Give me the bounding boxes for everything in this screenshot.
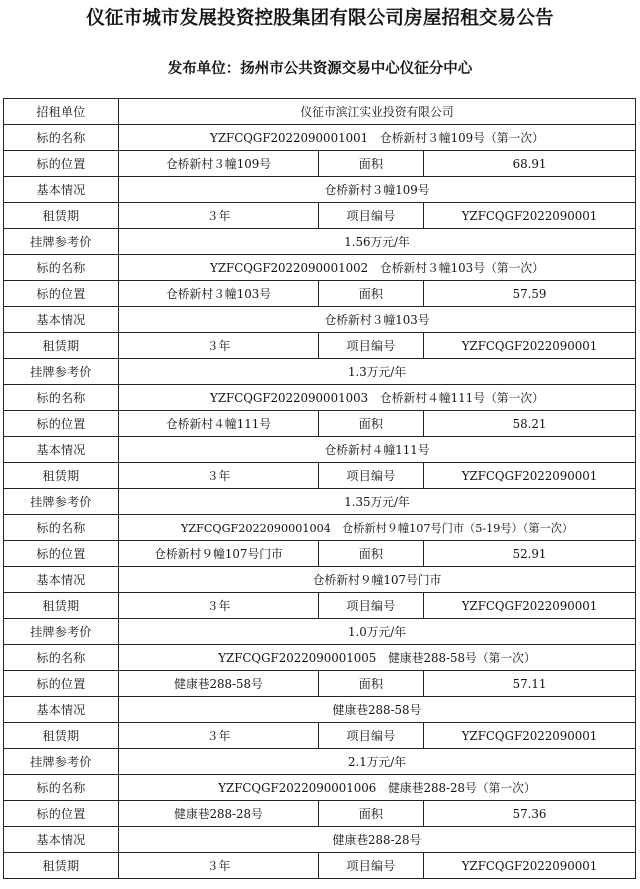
table-row [4, 619, 636, 645]
item-name: YZFCQGF2022090001003 仓桥新村４幢111号（第一次） [119, 385, 636, 411]
item-area: 57.11 [424, 671, 636, 697]
location-label: 标的位置 [4, 151, 119, 177]
item-area: 68.91 [424, 151, 636, 177]
location-label: 标的位置 [4, 411, 119, 437]
name-label: 标的名称 [4, 775, 119, 801]
item-price: 2.1万元/年 [119, 749, 636, 775]
table-row [4, 463, 636, 489]
item-project-no: YZFCQGF2022090001 [424, 463, 636, 489]
table-row [4, 151, 636, 177]
name-label: 标的名称 [4, 645, 119, 671]
price-label: 挂牌参考价 [4, 359, 119, 385]
item-location: 仓桥新村３幢109号 [119, 151, 319, 177]
term-label: 租赁期 [4, 463, 119, 489]
item-project-no: YZFCQGF2022090001 [424, 333, 636, 359]
name-label: 标的名称 [4, 515, 119, 541]
term-label: 租赁期 [4, 593, 119, 619]
table-row [4, 281, 636, 307]
table-row [4, 125, 636, 151]
basic-label: 基本情况 [4, 437, 119, 463]
page-title: 仪征市城市发展投资控股集团有限公司房屋招租交易公告 [86, 8, 554, 29]
table-row [4, 775, 636, 801]
item-location: 仓桥新村４幢111号 [119, 411, 319, 437]
item-name: YZFCQGF2022090001001 仓桥新村３幢109号（第一次） [119, 125, 636, 151]
area-label: 面积 [319, 801, 424, 827]
basic-label: 基本情况 [4, 827, 119, 853]
item-name: YZFCQGF2022090001002 仓桥新村３幢103号（第一次） [119, 255, 636, 281]
basic-label: 基本情况 [4, 697, 119, 723]
term-label: 租赁期 [4, 333, 119, 359]
table-row [4, 853, 636, 879]
table-row [4, 541, 636, 567]
item-location: 健康巷288-28号 [119, 801, 319, 827]
price-label: 挂牌参考价 [4, 619, 119, 645]
term-label: 租赁期 [4, 723, 119, 749]
item-name: YZFCQGF2022090001006 健康巷288-28号（第一次） [119, 775, 636, 801]
area-label: 面积 [319, 281, 424, 307]
item-area: 52.91 [424, 541, 636, 567]
project-no-label: 项目编号 [319, 853, 424, 879]
area-label: 面积 [319, 541, 424, 567]
table-row [4, 411, 636, 437]
table-row [4, 515, 636, 541]
item-name: YZFCQGF2022090001005 健康巷288-58号（第一次） [119, 645, 636, 671]
project-no-label: 项目编号 [319, 203, 424, 229]
item-term: ３年 [119, 593, 319, 619]
term-label: 租赁期 [4, 853, 119, 879]
location-label: 标的位置 [4, 541, 119, 567]
price-label: 挂牌参考价 [4, 229, 119, 255]
table-row [4, 307, 636, 333]
project-no-label: 项目编号 [319, 463, 424, 489]
item-basic: 健康巷288-58号 [119, 697, 636, 723]
location-label: 标的位置 [4, 281, 119, 307]
table-row [4, 255, 636, 281]
item-location: 仓桥新村３幢103号 [119, 281, 319, 307]
lease-table [3, 98, 636, 879]
item-name: YZFCQGF2022090001004 仓桥新村９幢107号门市（5-19号）（第一次） [119, 515, 636, 541]
basic-label: 基本情况 [4, 177, 119, 203]
area-label: 面积 [319, 411, 424, 437]
item-project-no: YZFCQGF2022090001 [424, 723, 636, 749]
area-label: 面积 [319, 151, 424, 177]
table-row [4, 671, 636, 697]
lessor-value: 仪征市滨江实业投资有限公司 [119, 99, 636, 125]
table-row [4, 177, 636, 203]
price-label: 挂牌参考价 [4, 489, 119, 515]
table-row [4, 593, 636, 619]
location-label: 标的位置 [4, 671, 119, 697]
name-label: 标的名称 [4, 255, 119, 281]
item-price: 1.56万元/年 [119, 229, 636, 255]
table-row [4, 645, 636, 671]
table-row [4, 827, 636, 853]
item-price: 1.3万元/年 [119, 359, 636, 385]
table-row [4, 99, 636, 125]
table-row [4, 333, 636, 359]
item-area: 57.59 [424, 281, 636, 307]
item-basic: 仓桥新村３幢103号 [119, 307, 636, 333]
basic-label: 基本情况 [4, 307, 119, 333]
table-row [4, 697, 636, 723]
item-basic: 健康巷288-28号 [119, 827, 636, 853]
item-area: 58.21 [424, 411, 636, 437]
item-basic: 仓桥新村４幢111号 [119, 437, 636, 463]
table-row [4, 489, 636, 515]
table-row [4, 203, 636, 229]
name-label: 标的名称 [4, 125, 119, 151]
item-term: ３年 [119, 333, 319, 359]
item-term: ３年 [119, 463, 319, 489]
item-area: 57.36 [424, 801, 636, 827]
item-project-no: YZFCQGF2022090001 [424, 203, 636, 229]
project-no-label: 项目编号 [319, 593, 424, 619]
item-basic: 仓桥新村３幢109号 [119, 177, 636, 203]
item-basic: 仓桥新村９幢107号门市 [119, 567, 636, 593]
publisher-line: 发布单位：扬州市公共资源交易中心仪征分中心 [167, 61, 473, 77]
table-row [4, 229, 636, 255]
item-project-no: YZFCQGF2022090001 [424, 593, 636, 619]
item-location: 仓桥新村９幢107号门市 [119, 541, 319, 567]
basic-label: 基本情况 [4, 567, 119, 593]
term-label: 租赁期 [4, 203, 119, 229]
project-no-label: 项目编号 [319, 723, 424, 749]
item-location: 健康巷288-58号 [119, 671, 319, 697]
table-row [4, 437, 636, 463]
item-term: ３年 [119, 853, 319, 879]
item-price: 1.35万元/年 [119, 489, 636, 515]
table-row [4, 749, 636, 775]
item-project-no: YZFCQGF2022090001 [424, 853, 636, 879]
name-label: 标的名称 [4, 385, 119, 411]
location-label: 标的位置 [4, 801, 119, 827]
project-no-label: 项目编号 [319, 333, 424, 359]
item-term: ３年 [119, 723, 319, 749]
item-price: 1.0万元/年 [119, 619, 636, 645]
area-label: 面积 [319, 671, 424, 697]
table-row [4, 567, 636, 593]
table-row [4, 385, 636, 411]
table-row [4, 801, 636, 827]
table-row [4, 723, 636, 749]
lessor-label: 招租单位 [4, 99, 119, 125]
table-row [4, 359, 636, 385]
price-label: 挂牌参考价 [4, 749, 119, 775]
item-term: ３年 [119, 203, 319, 229]
